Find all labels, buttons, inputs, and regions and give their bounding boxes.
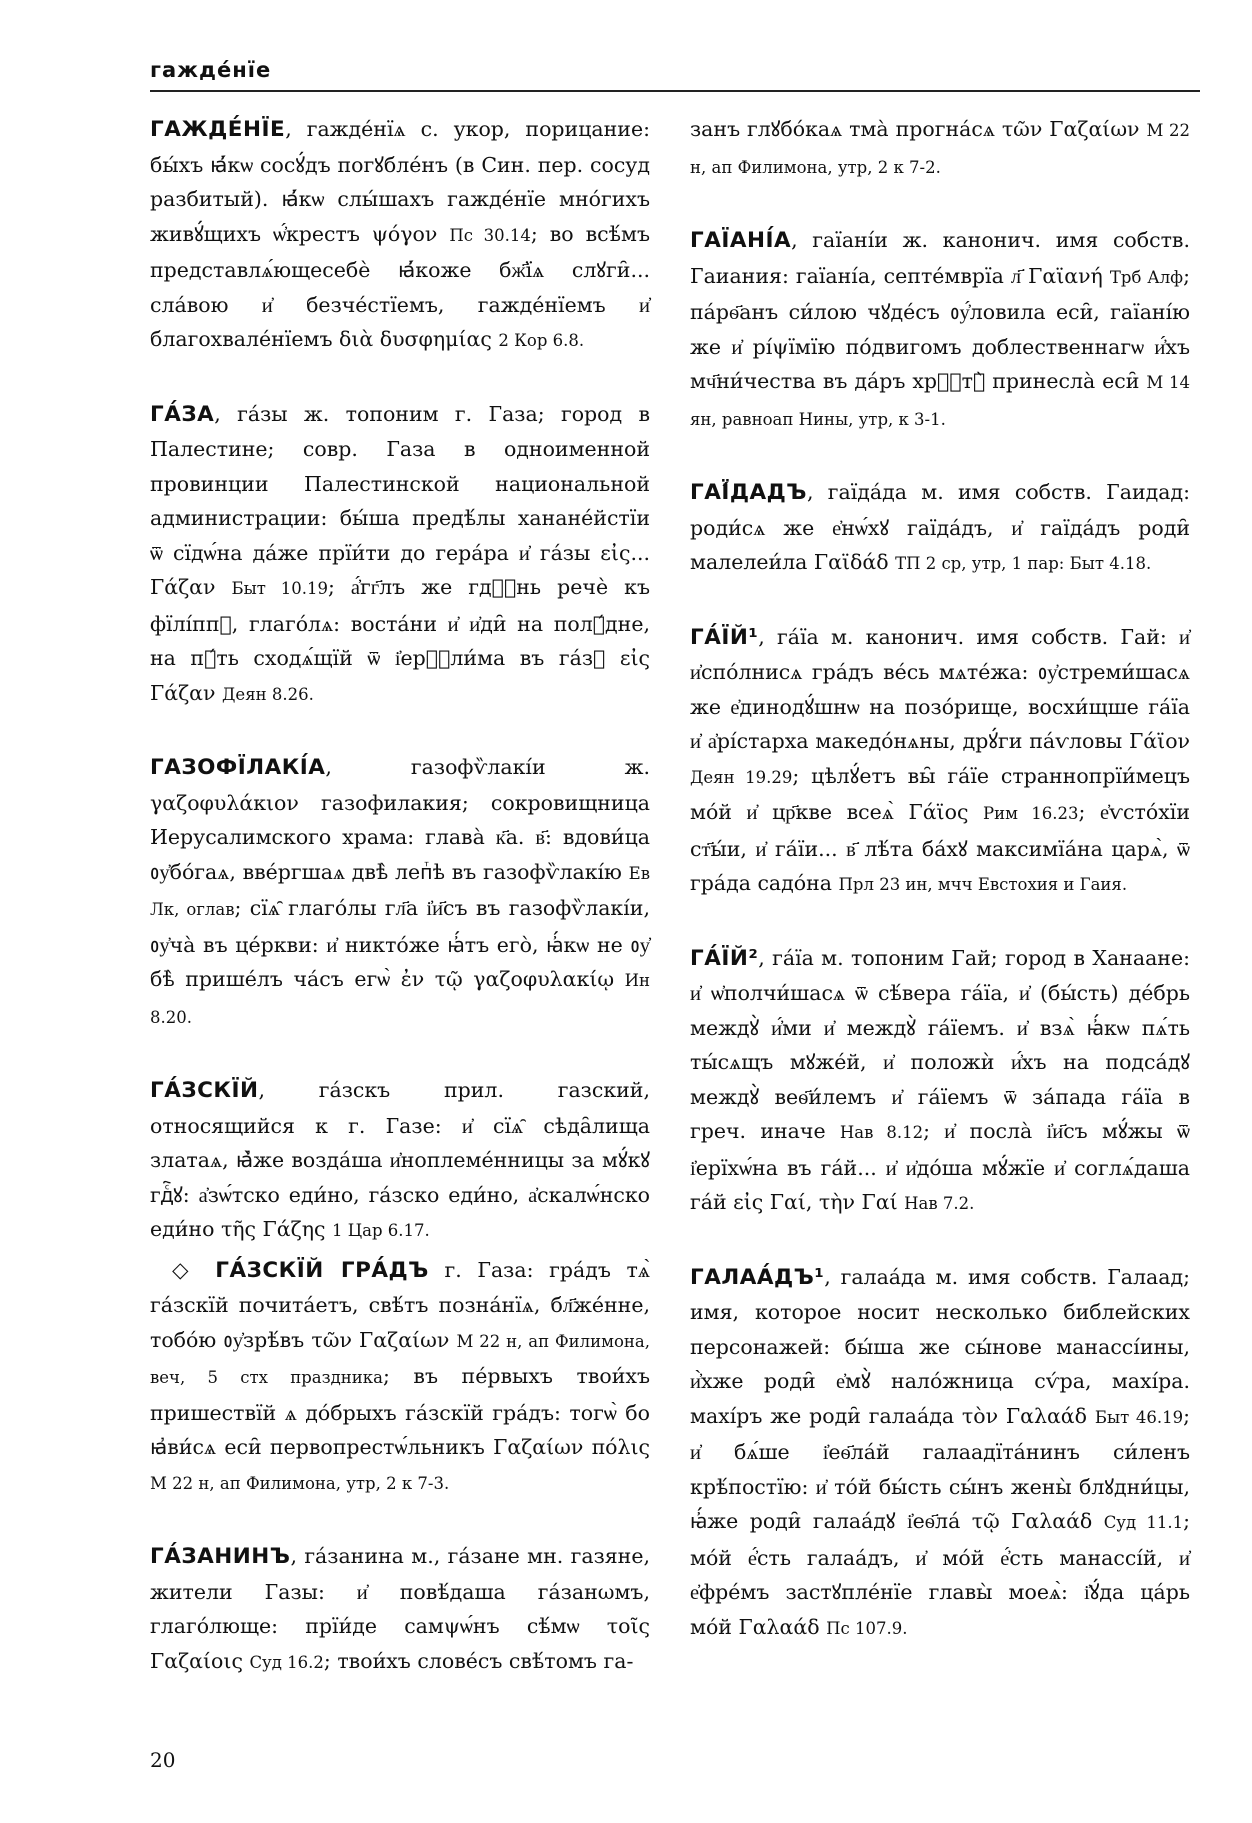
- entry-reference: М 14 ян, равноап Нины, утр, к 3-1.: [690, 373, 1190, 429]
- entry-reference: 1 Цар 6.17.: [332, 1221, 430, 1240]
- dictionary-entry: [690, 620, 1190, 903]
- page-number: 20: [150, 1748, 176, 1772]
- entry-reference: Трб Алф: [1109, 267, 1184, 287]
- entry-reference: 2 Кор 6.8.: [498, 331, 585, 350]
- entry-reference: Ин 8.20.: [150, 971, 650, 1027]
- entry-body: , галаа́да м. имя собств. Галаад; имя, которое носит несколько библейских персонажей: бы́ша же сы́нове манассі́ины, и҆̀хже роди̑ е҆мꙋ̀ нало́жница сѵ́ра, махі́ра. махі́ръ же роди̑ галаа́да τὸν Γαλαάδ: [690, 1264, 1190, 1428]
- entry-body: ; въ пе́рвыхъ твои́хъ пришествїй ѧ до́брыхъ га́зскїй гра́дъ: тогѡ̀ бо ꙗ҆ви́сѧ еси̑ первопрестѡ́льникъ Γαζαίων πόλις: [150, 1364, 650, 1459]
- entry-reference: Быт 10.19: [231, 579, 328, 598]
- entry-reference: Быт 46.19: [1094, 1407, 1184, 1427]
- entry-reference: Деян 8.26.: [222, 684, 314, 704]
- dictionary-entry: [690, 941, 1190, 1222]
- entry-body: , гаїда́да м. имя собств. Гаидад: роди́сѧ же е҆нѡ́хꙋ гаїда́дъ, и҆ гаїда́дъ роди̑ малелеи́ла Γαϊδάδ: [690, 480, 1190, 574]
- dictionary-entry: [150, 397, 650, 713]
- entry-reference: Пс 107.9.: [826, 1618, 908, 1638]
- entry-body: ; е҆ѵсто́хїи ст҃ы́и, и҆ га́їи... в҃ лѣ́та ба́хꙋ максимїа́на царѧ̀, ѿ гра́да садо́на: [690, 800, 1190, 895]
- entry-body: занъ глꙋбо́каѧ тма̀ прогна́сѧ τῶν Γαζαίων: [690, 117, 1147, 141]
- dictionary-entry: [150, 112, 650, 359]
- running-head: гажде́нїе: [150, 58, 272, 82]
- entry-reference: Нав 8.12: [839, 1123, 924, 1142]
- entry-headword: ГАЇАНІ́А: [690, 228, 792, 253]
- entry-reference: Деян 19.29: [690, 767, 793, 787]
- dictionary-entry: [690, 1260, 1190, 1647]
- entry-reference: Рим 16.23: [983, 804, 1079, 823]
- entry-body: ; па́рѳ҃анъ си́лою чꙋде́съ ᲂу҆́ловила еси̑, гаїані́ю же и҆ рі́ψїмїю по́двигомъ доблественнагѡ и҆́хъ мч҃ни́чества въ да́ръ хрⷭ҇тꙋ̀ принесла̀ еси̑: [690, 263, 1191, 393]
- entry-body: , га́зскъ прил. газский, относящийся к г. Газе: и҆ сїѧ̑ сѣда̑лища златаѧ, ꙗ҆̀же возда́ша и҆ноплеме́нницы за мꙋ́кꙋ гдⷭ҇ꙋ: а҆зѡ́тско еди́но, га́зско еди́но, а҆скалѡ́нско еди́но τῆς Γάζης: [150, 1078, 650, 1241]
- entry-body: ; во всѣ́мъ представлѧ́ющесебѐ ꙗ҆́коже бж҃їѧ слꙋги̑... сла́вою и҆ безче́стїемъ, гажде́нїемъ и҆ благохвале́нїемъ διὰ δυσφημίας: [150, 221, 650, 351]
- entry-reference: М 22 н, ап Филимона, утр, 2 к 7-2.: [690, 121, 1190, 177]
- entry-headword: ГА́ЇЙ²: [690, 945, 759, 971]
- dictionary-entry: [690, 475, 1190, 582]
- entry-body: ; а҆́гг҃лъ же гдⷭ҇нь речѐ къ фїлі́ппꙋ, глаго́лѧ: воста́ни и҆ и҆ди̑ на полꙋ́дне, на пꙋ́ть сходѧ́щїй ѿ і҆ерⷭ҇ли́ма въ га́зꙋ εἰς Γάζαν: [150, 575, 650, 705]
- dictionary-entry: [150, 1073, 650, 1249]
- entry-headword: ГА́ЗАНИНЪ: [150, 1544, 291, 1569]
- dictionary-entry: [690, 223, 1190, 437]
- entry-headword: ◇ ГА́ЗСКЇЙ ГРА́ДЪ: [172, 1257, 429, 1283]
- entry-body: ; и҆ бѧ́ше і҆еѳ҃ла́й галаадїта́нинъ си́ленъ крѣ́постїю: и҆ то́й бы́сть сы́нъ жены̀ блꙋдни́цы, ꙗ҆́же роди̑ галаа́дꙋ і҆еѳ҃ла́ τῷ Γαλαάδ: [690, 1403, 1190, 1533]
- entry-reference: Суд 11.1: [1103, 1513, 1184, 1532]
- dictionary-subentry: [150, 1253, 650, 1502]
- right-column: [690, 112, 1190, 1684]
- entry-headword: ГАЛАА́ДЪ¹: [690, 1264, 825, 1290]
- entry-reference: Нав 7.2.: [904, 1194, 975, 1213]
- left-column: [150, 112, 650, 1718]
- entry-reference: ТП 2 ср, утр, 1 пар: Быт 4.18.: [895, 554, 1152, 573]
- entry-reference: Прл 23 ин, мчч Евстохия и Гаия.: [838, 875, 1128, 894]
- entry-reference: М 22 н, ап Филимона, веч, 5 стх праздника: [150, 1331, 651, 1387]
- entry-headword: ГАЇ́ДАДЪ: [690, 480, 807, 505]
- entry-body: ; твои́хъ слове́съ свѣ́томъ га-: [323, 1648, 634, 1673]
- entry-reference: Пс 30.14: [449, 225, 531, 245]
- dictionary-entry: [150, 750, 650, 1035]
- entry-body: ; цѣлꙋ́етъ вы̑ га́їе страннопрїи́мецъ мо́й и҆ цр҃кве всеѧ̀ Γάϊος: [690, 763, 1190, 824]
- entry-body: , га́занина м., га́зане мн. газяне, жители Газы: и҆ повѣ́даша га́занωмъ, глаго́люще: прїи́де самψѡ́нъ сѣ́мѡ τοῖς Γαζαίοις: [150, 1544, 650, 1673]
- entry-headword: ГА́ЗСКЇЙ: [150, 1078, 259, 1103]
- entry-body: , газофѷлакі́и ж. γαζοφυλάκιον газофилакия; сокровищница Иерусалимского храма: глава̀ к҃а. в҃: вдови́ца ᲂу҆бо́гаѧ, вве́ргшаѧ двѣ̀ лепⷮѣ въ газофѷлакі́ю: [150, 755, 650, 884]
- header-rule: [150, 90, 1200, 92]
- entry-headword: ГА́ЇЙ¹: [690, 624, 759, 650]
- entry-body: ; мо́й е҆́сть галаа́дъ, и҆ мо́й е҆́сть манассі́й, и҆ е҆фре́мъ застꙋпле́нїе главы̀ моеѧ̀: і҆ꙋ́да ца́рь мо́й Γαλαάδ: [690, 1509, 1190, 1639]
- entry-body: ; и҆ посла̀ і҆и҃съ мꙋ́жы ѿ і҆ерїхѡ́на въ га́й... и҆ и҆до́ша мꙋ́жїе и҆ соглѧ́даша га́й εἰς Γαί, τὴν Γαί: [690, 1119, 1190, 1214]
- entry-body: , га́зы ж. топоним г. Газа; город в Палестине; совр. Газа в одноименной провинции Палестинской национальной администрации: бы́ша предѣ́лы ханане́йстїи ѿ сїдѡ́на да́же прїи́ти до гера́ра и҆ га́зы εἰς... Γάζαν: [150, 401, 650, 599]
- dictionary-entry-continued: [690, 112, 1190, 185]
- entry-body: , гаїані́и ж. канонич. имя собств. Гаиания: гаїані́а, септе́мврїа л҃ Γαϊανή: [690, 228, 1190, 288]
- dictionary-entry: [150, 1539, 650, 1680]
- entry-body: , га́їа м. топоним Гай; город в Ханаане: и҆ ѡ҆полчи́шасѧ ѿ сѣ́вера га́їа, и҆ (бы́сть) де́брь междꙋ̀ и҆́ми и҆ междꙋ̀ га́їемъ. и҆ взѧ̀ ꙗ҆́кѡ пѧ́ть ты́сѧщъ мꙋже́й, и҆ положѝ и҆́хъ на подса́дꙋ междꙋ̀ веѳ҃и́лемъ и҆ га́їемъ ѿ за́пада га́їа в греч. иначе: [690, 945, 1190, 1143]
- entry-headword: ГА́ЗА: [150, 401, 215, 427]
- entry-reference: Ев Лк, оглав: [150, 863, 650, 919]
- entry-body: г. Газа: гра́дъ тѧ̀ га́зскїй почита́етъ, свѣ́тъ позна́нїѧ, бл҃же́нне, тобо́ю ᲂу҆зрѣ́въ τῶν Γαζαίων: [150, 1257, 650, 1352]
- entry-headword: ГАЗОФЇЛАКІ́А: [150, 755, 326, 780]
- entry-body: , га́їа м. канонич. имя собств. Гай: и҆ и҆спо́лнисѧ гра́дъ ве́сь мѧте́жа: ᲂу҆стреми́шасѧ же е҆динодꙋ́шнѡ на позо́рище, восхи́щше га́їа и҆ а҆рі́старха македо́нѧны, дрꙋ́ги па́ѵловы Γάϊον: [690, 624, 1190, 753]
- entry-body: , гажде́нїѧ с. укор, порицание: бы́хъ ꙗ҆́кѡ сосꙋ́дъ погꙋбле́нъ (в Син. пер. сосуд разбитый). ꙗ҆́кѡ слы́шахъ гажде́нїе мно́гихъ живꙋ́щихъ ѡ҆́крестъ ψόγον: [150, 117, 650, 246]
- entry-reference: М 22 н, ап Филимона, утр, 2 к 7-3.: [150, 1473, 450, 1493]
- entry-headword: ГАЖДЕ́НЇЕ: [150, 117, 286, 142]
- entry-reference: Суд 16.2: [249, 1652, 324, 1672]
- entry-body: ; сїѧ̑ глаго́лы гл҃а і҆и҃съ въ газофѷлакі́и, ᲂу҆ча̀ въ це́ркви: и҆ никто́же ꙗ҆́тъ его̀, ꙗ҆́кѡ не ᲂу҆ бѣ̀ прише́лъ ча́съ егѡ̀ ἐν τῷ γαζοφυλακίῳ: [150, 896, 650, 991]
